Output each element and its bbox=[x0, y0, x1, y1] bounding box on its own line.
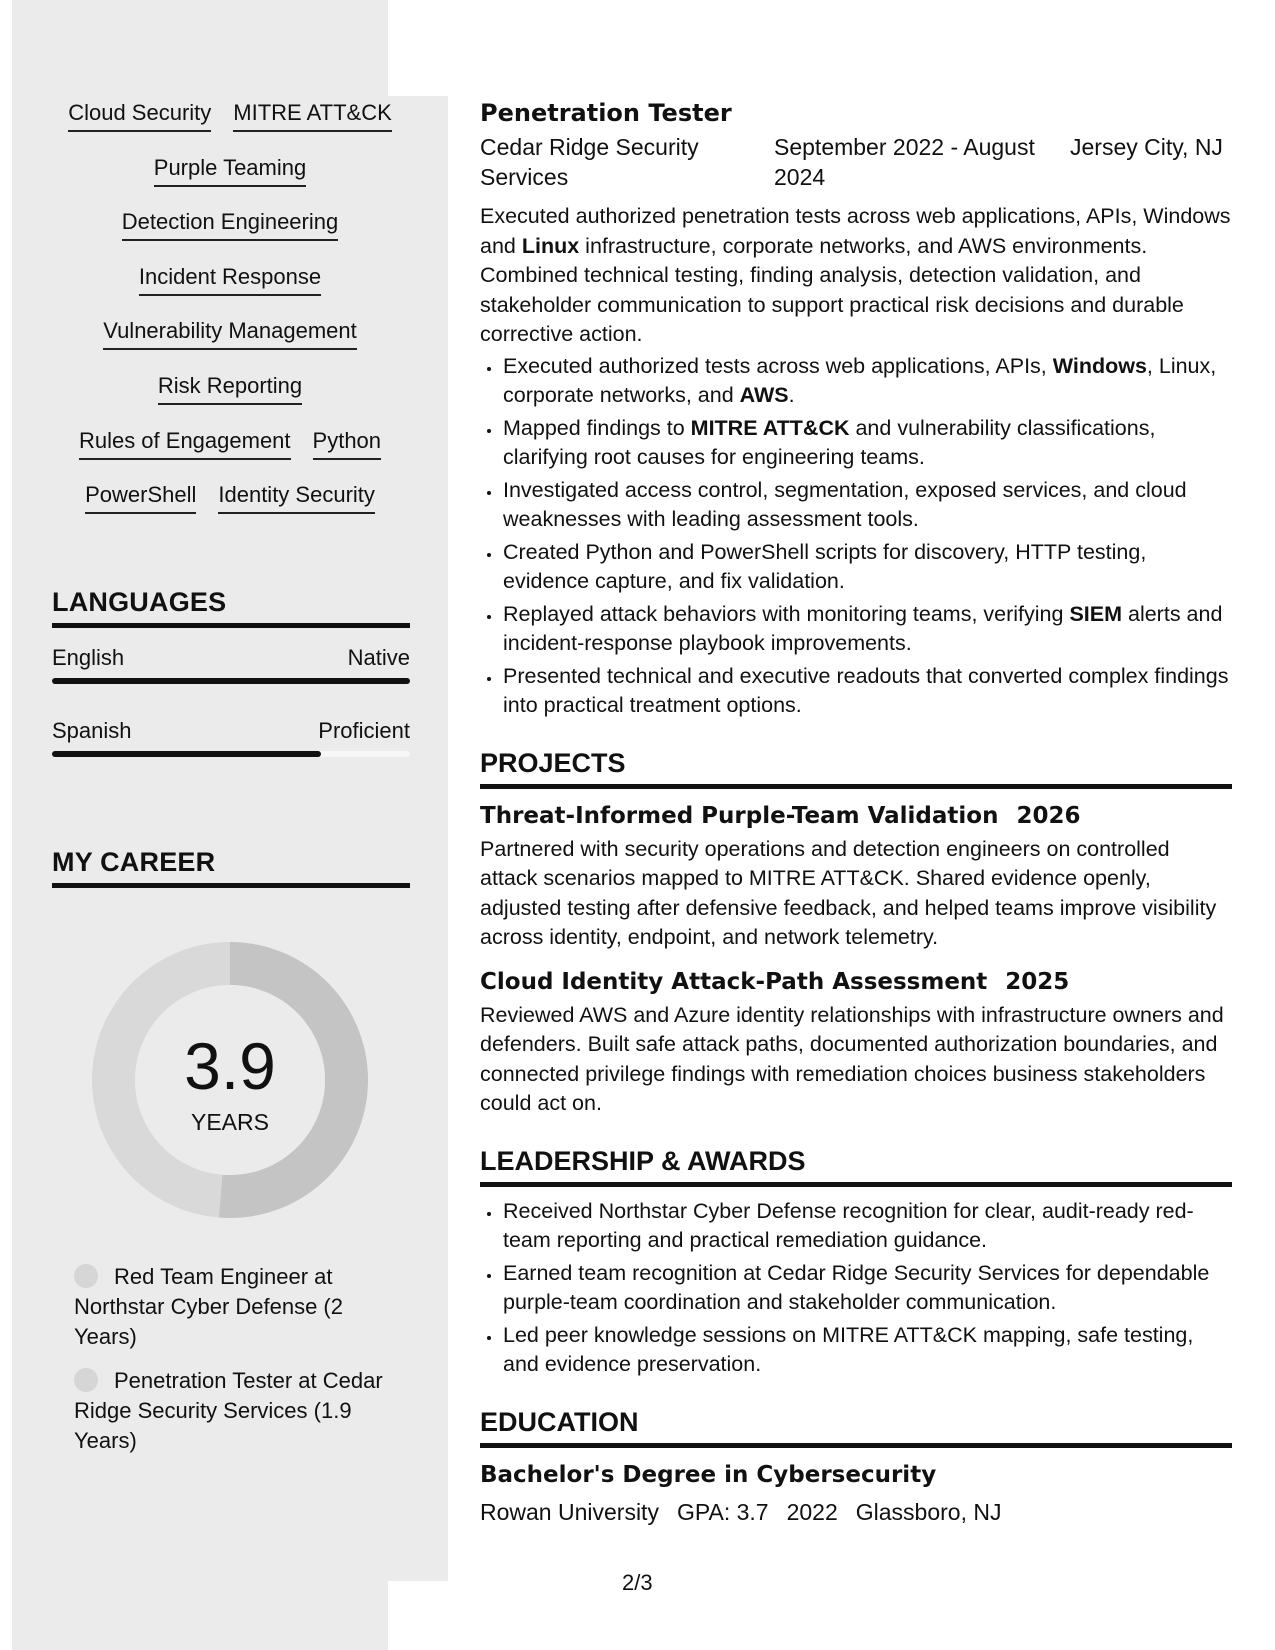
language-bar bbox=[52, 678, 410, 684]
career-dot-icon bbox=[74, 1264, 98, 1288]
language-level: Proficient bbox=[318, 718, 410, 743]
career-total-years: 3.9 bbox=[184, 1029, 276, 1103]
education-location: Glassboro, NJ bbox=[855, 1498, 1002, 1525]
project-name: Threat-Informed Purple-Team Validation bbox=[480, 802, 999, 829]
job-summary: Executed authorized penetration tests across web applications, APIs, Windows and Linux infrastructure, corporate networks, and AWS environments. Combined technical testing, finding analysis, detection validation, and stakeholder communication to support practical risk decisions and durable corrective action. bbox=[480, 204, 1231, 346]
page-number: 2/3 bbox=[622, 1570, 653, 1595]
projects-heading: PROJECTS bbox=[480, 747, 1232, 789]
award-item: • Earned team recognition at Cedar Ridge Security Services for dependable purple-team coordination and stakeholder communication. bbox=[502, 1259, 1232, 1318]
skill-tag: Vulnerability Management bbox=[103, 318, 357, 350]
skill-row bbox=[52, 482, 408, 537]
job-bullet: • Executed authorized tests across web applications, APIs, Windows, Linux, corporate networks, and AWS. bbox=[502, 352, 1232, 411]
award-item: • Received Northstar Cyber Defense recognition for clear, audit-ready red-team reporting and practical remediation guidance. bbox=[502, 1197, 1232, 1256]
job-bullet: • Replayed attack behaviors with monitoring teams, verifying SIEM alerts and incident-response playbook improvements. bbox=[502, 600, 1232, 659]
skills-list bbox=[52, 100, 408, 537]
language-level: Native bbox=[347, 645, 410, 670]
language-bar-fill bbox=[52, 751, 321, 757]
skill-tag: Risk Reporting bbox=[158, 373, 302, 405]
project-year: 2026 bbox=[1016, 802, 1081, 829]
education-year: 2022 bbox=[786, 1498, 838, 1525]
skill-tag: Identity Security bbox=[218, 482, 375, 514]
project-name: Cloud Identity Attack-Path Assessment bbox=[480, 968, 988, 995]
career-heading: MY CAREER bbox=[52, 846, 410, 888]
job-bullet: • Created Python and PowerShell scripts for discovery, HTTP testing, evidence capture, and fix validation. bbox=[502, 538, 1232, 597]
career-item-text: Red Team Engineer at Northstar Cyber Defense (2 Years) bbox=[74, 1264, 343, 1349]
language-item bbox=[52, 644, 410, 684]
job-title: Penetration Tester bbox=[480, 99, 732, 127]
language-item bbox=[52, 717, 410, 757]
languages-heading: LANGUAGES bbox=[52, 586, 410, 628]
career-item-text: Penetration Tester at Cedar Ridge Security Services (1.9 Years) bbox=[74, 1368, 383, 1453]
job-location: Jersey City, NJ bbox=[1070, 134, 1223, 160]
career-dot-icon bbox=[74, 1368, 98, 1392]
project-title bbox=[480, 967, 1232, 997]
project-description: Reviewed AWS and Azure identity relationships with infrastructure owners and defenders. Built safe attack paths, documented authorization boundaries, and connected privilege findings with remediation choices business stakeholders could act on. bbox=[480, 1002, 1224, 1115]
skill-tag: MITRE ATT&CK bbox=[233, 100, 392, 132]
education-degree: Bachelor's Degree in Cybersecurity bbox=[480, 1461, 937, 1488]
project-description: Partnered with security operations and detection engineers on controlled attack scenarios mapped to MITRE ATT&CK. Shared evidence openly, adjusted testing after defensive feedback, and helped teams improve visibility across identity, endpoint, and network telemetry. bbox=[480, 836, 1217, 949]
career-list bbox=[74, 1262, 404, 1470]
career-donut-chart bbox=[92, 942, 368, 1218]
language-name: English bbox=[52, 645, 125, 670]
education-gpa: GPA: 3.7 bbox=[676, 1498, 769, 1525]
career-total-unit: YEARS bbox=[191, 1109, 269, 1135]
skill-row bbox=[52, 373, 408, 428]
job-bullet: • Investigated access control, segmentation, exposed services, and cloud weaknesses with leading assessment tools. bbox=[502, 476, 1232, 535]
skill-tag: PowerShell bbox=[85, 482, 196, 514]
skill-tag: Purple Teaming bbox=[154, 155, 306, 187]
skill-tag: Incident Response bbox=[139, 264, 321, 296]
skill-tag: Python bbox=[313, 428, 382, 460]
project-year: 2025 bbox=[1005, 968, 1070, 995]
job-bullet: • Presented technical and executive readouts that converted complex findings into practical treatment options. bbox=[502, 662, 1232, 721]
skill-tag: Rules of Engagement bbox=[79, 428, 291, 460]
skill-row bbox=[52, 264, 408, 319]
education-school: Rowan University bbox=[480, 1498, 659, 1525]
job-bullets bbox=[480, 352, 1232, 721]
project-title bbox=[480, 801, 1232, 831]
awards-bullets bbox=[480, 1197, 1232, 1380]
language-bar bbox=[52, 751, 410, 757]
skill-tag: Cloud Security bbox=[68, 100, 211, 132]
skill-row bbox=[52, 428, 408, 483]
main-content bbox=[480, 96, 1232, 1528]
education-meta bbox=[480, 1496, 1232, 1528]
language-name: Spanish bbox=[52, 718, 132, 743]
job-company: Cedar Ridge Security Services bbox=[480, 134, 699, 190]
language-bar-fill bbox=[52, 678, 410, 684]
skill-row bbox=[52, 155, 408, 210]
job-bullet: • Mapped findings to MITRE ATT&CK and vulnerability classifications, clarifying root causes for engineering teams. bbox=[502, 414, 1232, 473]
career-item bbox=[74, 1262, 404, 1352]
skill-row bbox=[52, 318, 408, 373]
skill-tag: Detection Engineering bbox=[122, 209, 338, 241]
job-meta bbox=[480, 132, 1232, 192]
career-item bbox=[74, 1366, 404, 1456]
skill-row bbox=[52, 209, 408, 264]
awards-heading: LEADERSHIP & AWARDS bbox=[480, 1145, 1232, 1187]
skill-row bbox=[52, 100, 408, 155]
education-heading: EDUCATION bbox=[480, 1406, 1232, 1448]
award-item: • Led peer knowledge sessions on MITRE ATT&CK mapping, safe testing, and evidence preservation. bbox=[502, 1321, 1232, 1380]
job-dates: September 2022 - August 2024 bbox=[774, 134, 1035, 190]
